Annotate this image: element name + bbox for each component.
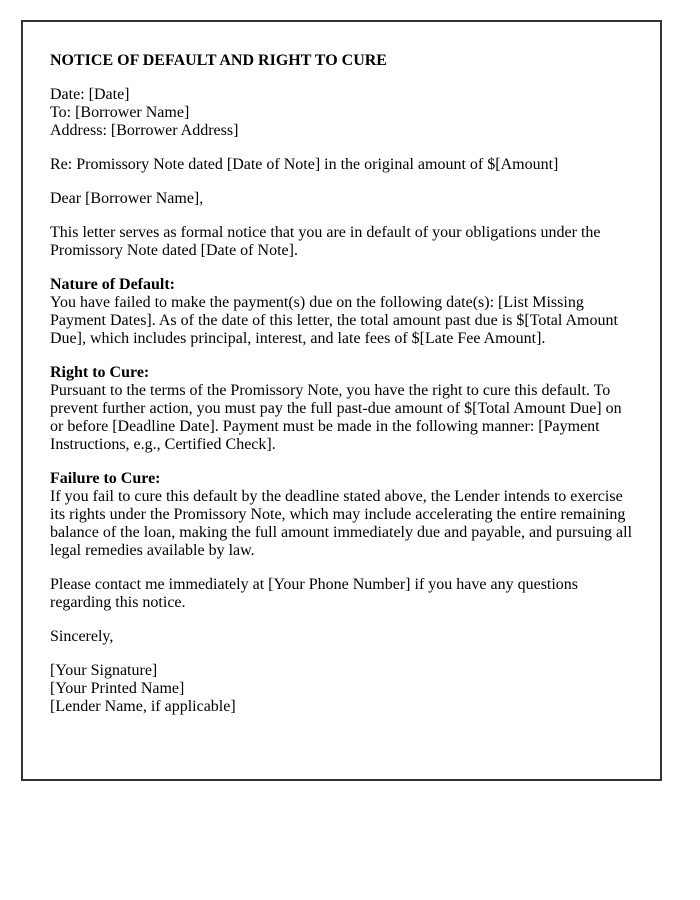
- letter-border-frame: [21, 20, 662, 781]
- section-body-right-to-cure: Pursuant to the terms of the Promissory Note, you have the right to cure this default. To prevent further action, you must pay the full past-due amount of $[Total Amount Due] on or before [Deadline Date]. Payment must be made in the following manner: [Payment Instructions, e.g., Certified Check].: [50, 382, 622, 453]
- date-line: Date: [Date]: [50, 86, 130, 103]
- signature-line: [Your Signature]: [50, 662, 158, 679]
- section-heading-right-to-cure: Right to Cure:: [50, 364, 150, 381]
- address-line: Address: [Borrower Address]: [50, 122, 239, 139]
- section-body-nature-of-default: You have failed to make the payment(s) due on the following date(s): [List Missing Payment Dates]. As of the date of this letter, the total amount past due is $[Total Amount Due], which includes principal, interest, and late fees of $[Late Fee Amount].: [50, 294, 618, 347]
- section-nature-of-default: [50, 276, 638, 348]
- section-heading-failure-to-cure: Failure to Cure:: [50, 470, 161, 487]
- signature-block: [50, 662, 638, 716]
- intro-paragraph: This letter serves as formal notice that you are in default of your obligations under the Promissory Note dated [Date of Note].: [50, 224, 601, 259]
- section-right-to-cure: [50, 364, 638, 454]
- section-body-failure-to-cure: If you fail to cure this default by the deadline stated above, the Lender intends to exercise its rights under the Promissory Note, which may include accelerating the entire remaining balance of the loan, making the full amount immediately due and payable, and pursuing all legal remedies available by law.: [50, 488, 633, 559]
- salutation: Dear [Borrower Name],: [50, 190, 204, 207]
- section-heading-nature-of-default: Nature of Default:: [50, 276, 176, 293]
- lender-name-line: [Lender Name, if applicable]: [50, 698, 236, 715]
- section-failure-to-cure: [50, 470, 638, 560]
- printed-name-line: [Your Printed Name]: [50, 680, 185, 697]
- letter-title: NOTICE OF DEFAULT AND RIGHT TO CURE: [50, 52, 387, 69]
- letter-meta-block: [50, 86, 638, 140]
- to-line: To: [Borrower Name]: [50, 104, 190, 121]
- contact-paragraph: Please contact me immediately at [Your Phone Number] if you have any questions regarding this notice.: [50, 576, 579, 611]
- closing: Sincerely,: [50, 628, 114, 645]
- re-line: Re: Promissory Note dated [Date of Note] in the original amount of $[Amount]: [50, 156, 559, 173]
